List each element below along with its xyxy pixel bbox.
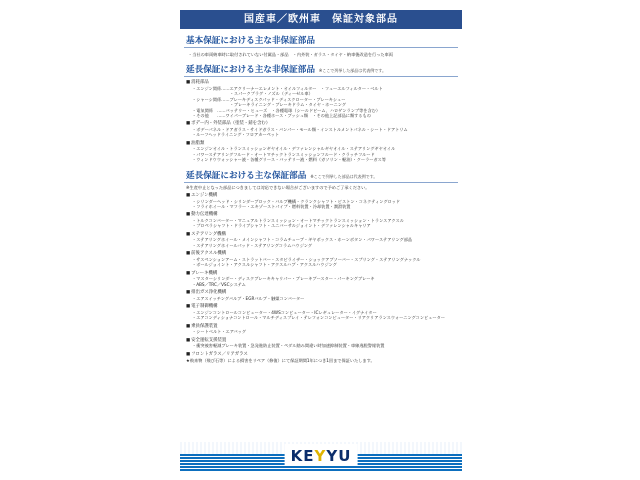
list-item: ・その他 ‥‥‥ワイパーブレード・各種ホース・ブッシュ類 ・その他上記部品に類するもの	[192, 113, 371, 119]
list-item: ・ボデーパネル・ドアガラス・サイドガラス・バンパー・モール類・インストルメントパネル・シート・ドアトリム	[192, 127, 408, 133]
list-item: ・エンジンコントロールコンピューター・4WSコンピューター・ICレギュレーター・イグナイター	[192, 309, 377, 315]
extended-exclusions-list	[180, 80, 462, 162]
coverage-intro: ※生産中止となった部品につきましては対応できない場合がございますので予めご了承ください。	[186, 184, 370, 190]
company-logo: KEYYU	[285, 444, 358, 466]
list-item: ・エンジン関係‥‥‥エアクリーナーエレメント・オイルフィルター ・フューエルフィルター・ベルト	[192, 86, 383, 91]
list-item: ・サスペンションアーム・ストラットバー・スタビライザー・ショックアブソーバー・スプリング・ステアリングナックル	[192, 256, 421, 262]
category-heading: ■ 前後アクスル機構	[186, 251, 462, 257]
warranty-document	[180, 10, 462, 472]
list-item: ・ウィンドウウォッシャー液・各種グリース・バッテリー液・燃料（ガソリン・軽油）・クーラーガス等	[192, 157, 386, 163]
category-heading: ■ 動力伝達機構	[186, 212, 462, 218]
list-item: ・エアスイッチングバルブ・EGRバルブ・触媒コンバーター	[192, 295, 305, 301]
list-item: ・ABS／TRC／VSCシステム	[192, 281, 246, 287]
list-item: ・ブレーキライニング・ブレーキドラム・タイヤ・ホーニング	[192, 102, 347, 108]
list-item: ・ルーフヘッドライニング・フロアカーペット	[192, 132, 280, 138]
extended-coverage-list	[180, 193, 462, 357]
list-item: ・エンジンオイル・トランスミッションギヤオイル・デファレンシャルギヤオイル・ステアリングギヤオイル	[192, 146, 396, 152]
category-heading: ■ 乗員保護装置	[186, 324, 462, 330]
category-heading: ■ 安全運転支援装置	[186, 338, 462, 344]
section-title-text: 延長保証における主な保証部品	[186, 170, 307, 181]
divider	[184, 182, 458, 183]
category-heading: ■ 油脂類	[186, 141, 462, 147]
list-item: ・シリンダーヘッド・シリンダーブロック・バルブ機構・クランクシャフト・ピストン・コネクティングロッド	[192, 198, 401, 204]
list-item: ・プロペラシャフト・ドライブシャフト・ユニバーサルジョイント・デファレンシャルキャリア	[192, 223, 371, 229]
category-heading: ■ ボデー内・外装部品（塗装・錆を含む）	[186, 121, 462, 127]
section-extended-exclusions-title	[186, 63, 462, 75]
list-item: ・トルクコンバーター・マニュアルトランスミッション・オートマチックトランスミッション・トランスアクスル	[192, 218, 404, 224]
section-note: ※ここで列挙した部品は代表例です。	[310, 173, 378, 179]
list-item: ・電気関係 ‥‥‥バッテリー・ヒューズ ・各種電球（シールドビーム、ハロゲンランプ等を含む）	[192, 107, 381, 113]
category-heading: ■ ブレーキ機構	[186, 271, 462, 277]
list-item: ・シャーシ関係‥‥‥ブレーキディスクパッド・ディスクローター・ブレーキシュー	[192, 96, 346, 102]
divider	[184, 47, 458, 48]
list-item: ・衝突被害軽減ブレーキ装置・急発進防止装置・ペダル踏み間違い時加速抑制装置・車線逸脱警報装置	[192, 343, 385, 349]
list-item: ・ステアリングホイール・メインシャフト・コラムチューブ・ギヤボックス・ホーンボタン・パワーステアリング部品	[192, 237, 413, 243]
list-item: ・マスターシリンダー・ディスクブレーキキャリパー・ブレーキブースター・パーキングブレーキ	[192, 276, 375, 282]
closing-note: ★飛来物（飛び石等）による損害をリペア（修復）にて保証期間1年につき1回まで保証いたします。	[186, 358, 375, 364]
list-item: ・シートベルト・エアバッグ	[192, 329, 247, 335]
section-basic-title-text: 基本保証における主な非保証部品	[186, 36, 315, 46]
footer-logo-band	[180, 442, 462, 472]
category-heading: ■ 排出ガス浄化機構	[186, 290, 462, 296]
section-title-text: 延長保証における主な非保証部品	[186, 65, 315, 76]
divider	[184, 76, 458, 77]
section-extended-coverage-title	[186, 169, 462, 181]
list-item: ・ボールジョイント・アクスルシャフト・アクスルハブ・アクスルハウジング	[192, 262, 337, 268]
list-item: ・フライホイール・マフラー・エキゾーストパイプ・燃料装置・冷却装置・潤滑装置	[192, 204, 351, 210]
list-item: ・エアコンディショナコントロール・マルチディスプレイ・テレフォンコンピューター・リアクリアランスウォーニングコンピューター	[192, 315, 445, 321]
section-basic-title	[186, 34, 462, 46]
category-heading: ■ エンジン機構	[186, 193, 462, 199]
list-item: ・ステアリングホイールパッド・ステアリングコラムハウジング	[192, 242, 313, 248]
category-heading: ■ ステアリング機構	[186, 232, 462, 238]
list-item: ・パワーステアリングフルード・オートマチックトランスミッションフルード・クラッチフルード	[192, 151, 375, 157]
category-heading: ■ 消耗部品	[186, 80, 462, 86]
document-banner: 国産車／欧州車 保証対象部品	[180, 10, 462, 29]
section-note: ※ここで列挙した部品は代表例です。	[318, 68, 386, 74]
basic-line: ・当社の車両納車時に取付されていない付属品・部品 ・内外装・ガラス・タイヤ・納車後改造を行った車両	[188, 52, 393, 57]
category-heading: ■ フロントガラス／リアガラス	[186, 352, 462, 358]
category-heading: ■ 電子制御機構	[186, 304, 462, 310]
list-item: ・スパークプラグ・ノズル（ディーゼル車）	[192, 91, 313, 97]
